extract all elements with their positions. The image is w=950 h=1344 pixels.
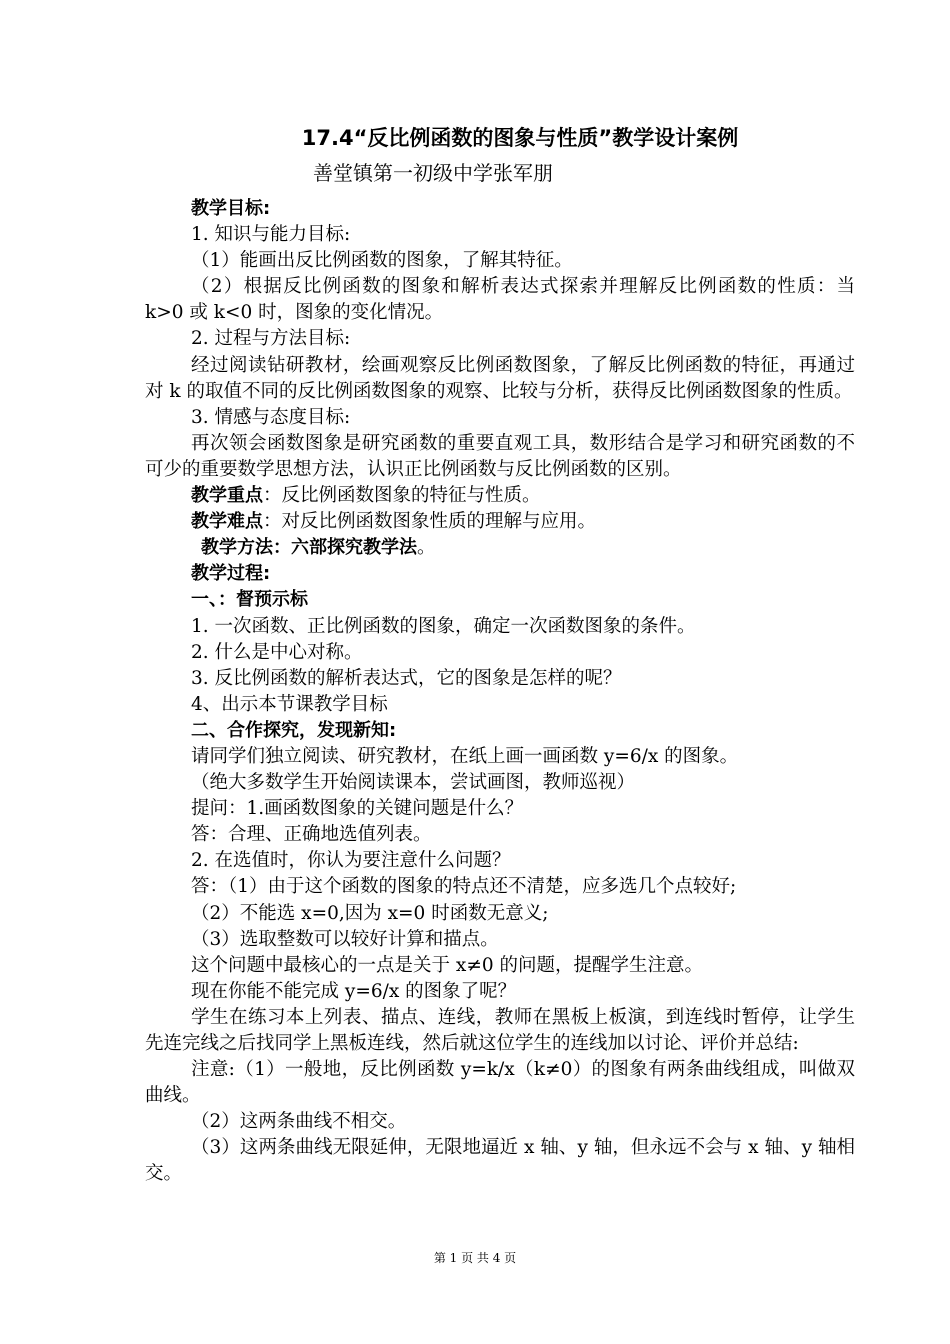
section2-p4: 答：合理、正确地选值列表。 (191, 824, 432, 846)
objective-1b-text: （2）根据反比例函数的图象和解析表达式探索并理解反比例函数的性质：当 k>0 或 k<0 时，图象的变化情况。 (145, 276, 855, 324)
section2-p11-text: 学生在练习本上列表、描点、连线，教师在黑板上板演，到连线时暂停，让学生先连完线之后找同学上黑板连线，然后就这位学生的连线加以讨论、评价并总结: (145, 1006, 855, 1054)
document-body (145, 196, 855, 1188)
section2-p5: 2. 在选值时，你认为要注意什么问题？ (191, 850, 511, 872)
section2-p7: （2）不能选 x=0,因为 x=0 时函数无意义; (191, 902, 549, 924)
objective-3-text-span: 再次领会函数图象是研究函数的重要直观工具，数形结合是学习和研究函数的不可少的重要数学思想方法，认识正比例函数与反比例函数的区别。 (145, 432, 855, 480)
section2-p12-text: 注意:（1）一般地，反比例函数 y=k/x（k≠0）的图象有两条曲线组成，叫做双曲线。 (145, 1059, 855, 1107)
objective-1b (145, 274, 855, 326)
section2-p13: （2）这两条曲线不相交。 (191, 1111, 407, 1133)
author-line: 善堂镇第一初级中学张军朋 (313, 161, 553, 185)
section2-p3: 提问：1.画函数图象的关键问题是什么？ (191, 798, 524, 820)
section2-p6: 答：（1）由于这个函数的图象的特点还不清楚，应多选几个点较好; (191, 876, 737, 898)
key-point (145, 483, 855, 509)
section2-p9: 这个问题中最核心的一点是关于 x≠0 的问题，提醒学生注意。 (191, 954, 703, 976)
section2-p10: 现在你能不能完成 y=6/x 的图象了呢？ (191, 980, 517, 1002)
method-suffix: 。 (417, 537, 436, 559)
section2-p8: （3）选取整数可以较好计算和描点。 (191, 928, 499, 950)
section2-p14 (145, 1135, 855, 1187)
section2-p12 (145, 1057, 855, 1109)
section1-item-1: 1. 一次函数、正比例函数的图象，确定一次函数图象的条件。 (191, 615, 696, 637)
objective-2-text (145, 353, 855, 405)
section1-item-2: 2. 什么是中心对称。 (191, 641, 363, 663)
objective-3: 3. 情感与态度目标: (191, 406, 351, 428)
section2-p14-text: （3）这两条曲线无限延伸，无限地逼近 x 轴、y 轴，但永远不会与 x 轴、y 轴相交。 (145, 1137, 855, 1185)
section2-heading: 二、合作探究，发现新知: (191, 719, 397, 741)
objective-2-text-span: 经过阅读钻研教材，绘画观察反比例函数图象，了解反比例函数的特征，再通过对 k 的取值不同的反比例函数图象的观察、比较与分析，获得反比例函数图象的性质。 (145, 354, 855, 402)
section2-p2: （绝大多数学生开始阅读课本，尝试画图，教师巡视） (191, 772, 636, 794)
method (145, 535, 855, 561)
objective-1a: （1）能画出反比例函数的图象，了解其特征。 (191, 250, 573, 272)
page-footer: 第 1 页 共 4 页 (433, 1251, 517, 1265)
section2-p1: 请同学们独立阅读、研究教材，在纸上画一画函数 y=6/x 的图象。 (191, 745, 739, 767)
difficulty (145, 509, 855, 535)
section2-p11 (145, 1005, 855, 1057)
section1-item-4: 4、出示本节课教学目标 (191, 693, 388, 715)
difficulty-text: ：对反比例函数图象性质的理解与应用。 (263, 511, 597, 533)
method-text: 教学方法：六部探究教学法 (201, 537, 417, 559)
objective-2: 2. 过程与方法目标: (191, 328, 351, 350)
objective-1: 1. 知识与能力目标: (191, 224, 351, 246)
difficulty-label: 教学难点 (191, 511, 263, 533)
key-point-text: ：反比例函数图象的特征与性质。 (263, 485, 541, 507)
objectives-heading: 教学目标: (191, 198, 271, 219)
key-point-label: 教学重点 (191, 485, 263, 507)
process-heading: 教学过程: (191, 563, 271, 585)
objective-3-text (145, 431, 855, 483)
document-title: 17.4“反比例函数的图象与性质”教学设计案例 (301, 126, 739, 150)
section1-item-3: 3. 反比例函数的解析表达式，它的图象是怎样的呢？ (191, 667, 622, 689)
section1-heading: 一、：督预示标 (191, 589, 308, 611)
